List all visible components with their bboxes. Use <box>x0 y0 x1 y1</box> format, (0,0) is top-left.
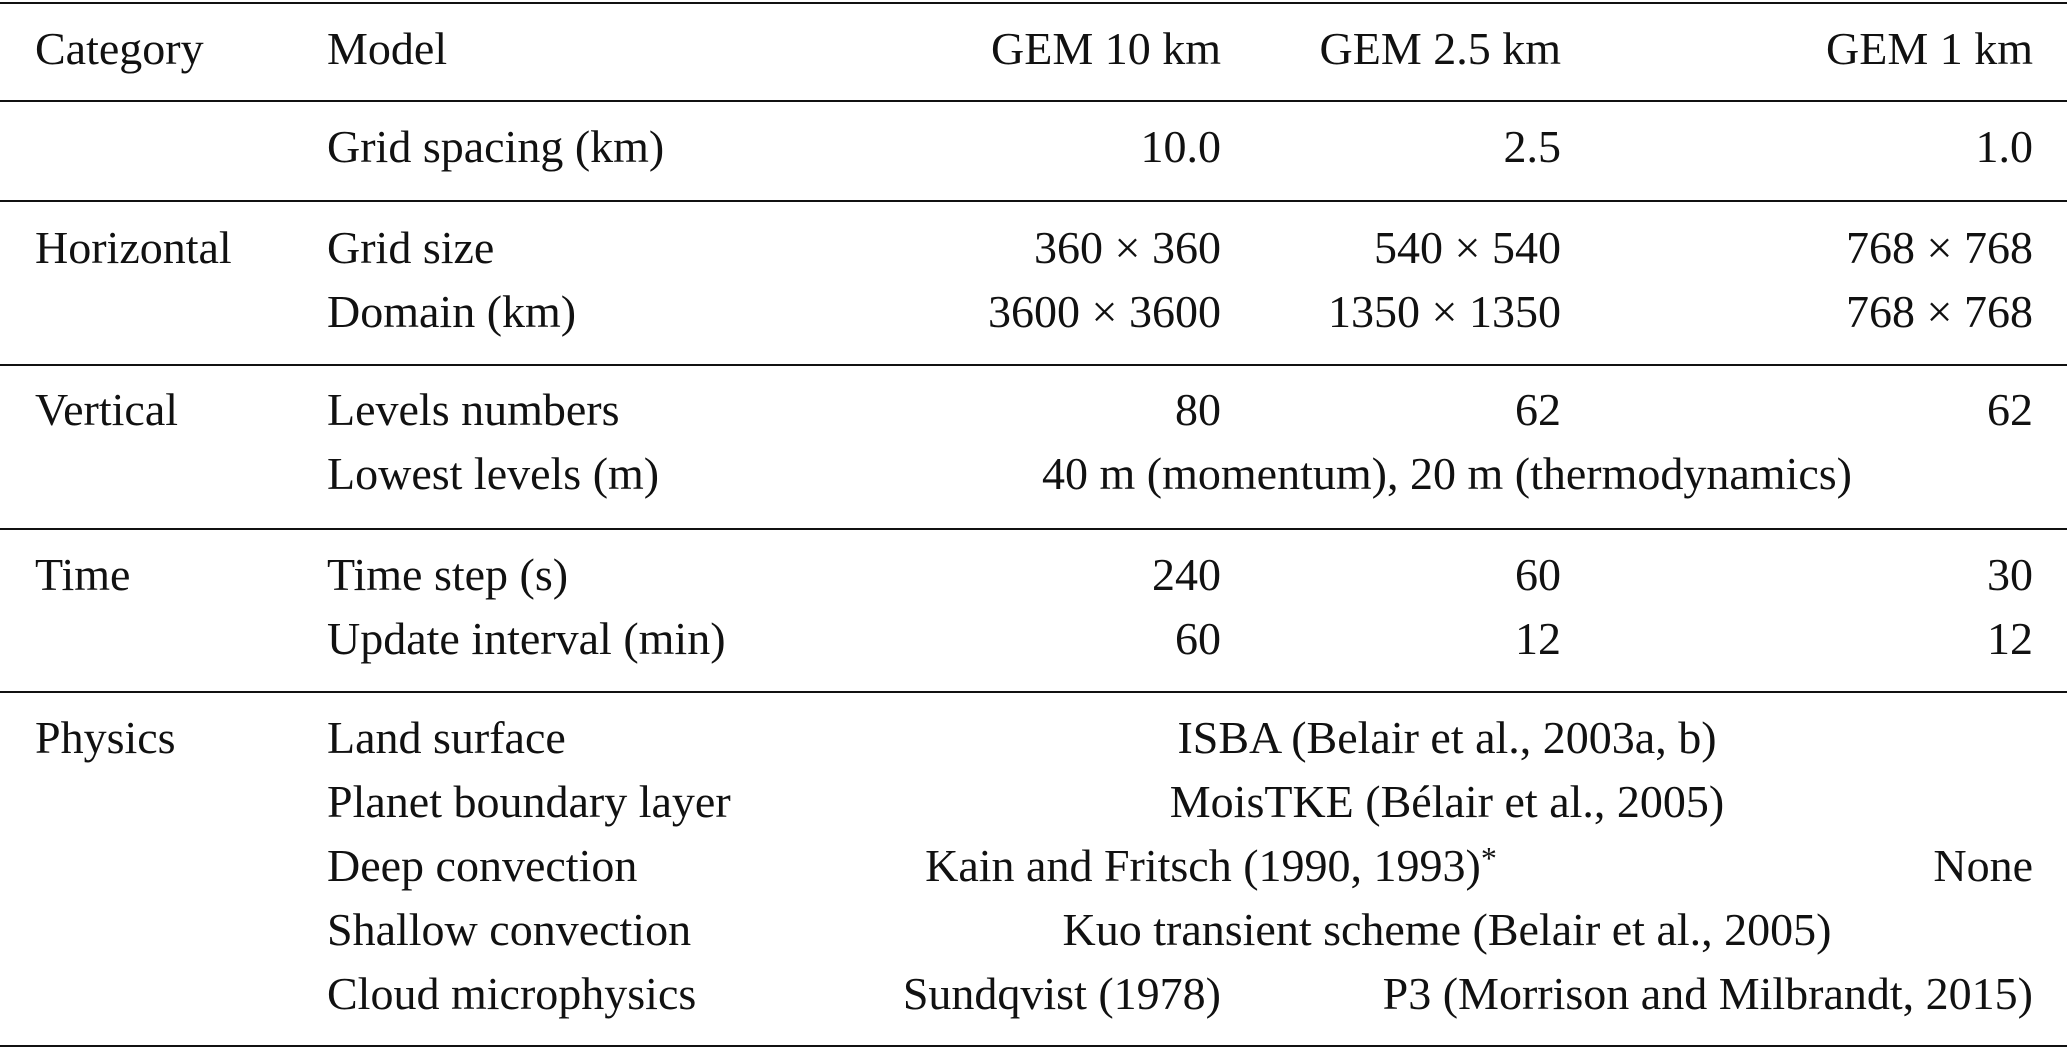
cloud-microphysics-gem10: Sundqvist (1978) <box>902 968 1221 1019</box>
domain-gem1: 768 × 768 <box>1846 286 2033 337</box>
shallow-convection-label: Shallow convection <box>327 904 692 955</box>
land-surface-label: Land surface <box>327 712 566 763</box>
lowest-levels-label: Lowest levels (m) <box>327 448 660 499</box>
domain-gem2-5: 1350 × 1350 <box>1328 286 1561 337</box>
header-rule <box>0 100 2067 102</box>
header-gem-1km: GEM 1 km <box>1826 23 2033 74</box>
header-category: Category <box>35 23 204 74</box>
pbl-value: MoisTKE (Bélair et al., 2005) <box>1169 776 1725 827</box>
update-interval-label: Update interval (min) <box>327 613 726 664</box>
header-gem-2-5km: GEM 2.5 km <box>1319 23 1561 74</box>
grid-spacing-label: Grid spacing (km) <box>327 121 665 172</box>
deep-convection-text: Kain and Fritsch (1990, 1993) <box>925 840 1481 891</box>
deep-convection-label: Deep convection <box>327 840 638 891</box>
grid-size-label: Grid size <box>327 222 495 273</box>
top-rule <box>0 2 2067 4</box>
cloud-microphysics-gem2-5-gem1: P3 (Morrison and Milbrandt, 2015) <box>1382 968 2033 1019</box>
grid-spacing-gem1: 1.0 <box>1975 121 2033 172</box>
deep-convection-value <box>861 840 1561 891</box>
cloud-microphysics-label: Cloud microphysics <box>327 968 697 1019</box>
pbl-label: Planet boundary layer <box>327 776 731 827</box>
grid-size-gem10: 360 × 360 <box>1034 222 1221 273</box>
time-step-gem10: 240 <box>1152 549 1221 600</box>
grid-spacing-gem10: 10.0 <box>1140 121 1221 172</box>
update-interval-gem10: 60 <box>1175 613 1221 664</box>
section-rule-vertical <box>0 364 2067 366</box>
category-horizontal: Horizontal <box>35 222 232 273</box>
levels-gem2-5: 62 <box>1515 384 1561 435</box>
domain-label: Domain (km) <box>327 286 577 337</box>
time-step-label: Time step (s) <box>327 549 569 600</box>
grid-size-gem2-5: 540 × 540 <box>1374 222 1561 273</box>
domain-gem10: 3600 × 3600 <box>988 286 1221 337</box>
category-physics: Physics <box>35 712 176 763</box>
category-time: Time <box>35 549 131 600</box>
time-step-gem2-5: 60 <box>1515 549 1561 600</box>
header-gem-10km: GEM 10 km <box>991 23 1221 74</box>
header-model: Model <box>327 23 448 74</box>
levels-gem10: 80 <box>1175 384 1221 435</box>
time-step-gem1: 30 <box>1987 549 2033 600</box>
levels-gem1: 62 <box>1987 384 2033 435</box>
grid-size-gem1: 768 × 768 <box>1846 222 2033 273</box>
section-rule-time <box>0 528 2067 530</box>
land-surface-value: ISBA (Belair et al., 2003a, b) <box>1177 712 1717 763</box>
update-interval-gem2-5: 12 <box>1515 613 1561 664</box>
levels-label: Levels numbers <box>327 384 620 435</box>
deep-convection-gem1: None <box>1933 840 2033 891</box>
lowest-levels-value: 40 m (momentum), 20 m (thermodynamics) <box>1042 448 1852 499</box>
section-rule-horizontal <box>0 200 2067 202</box>
update-interval-gem1: 12 <box>1987 613 2033 664</box>
footnote-asterisk: * <box>1480 840 1497 876</box>
category-vertical: Vertical <box>35 384 179 435</box>
bottom-rule <box>0 1045 2067 1047</box>
grid-spacing-gem2-5: 2.5 <box>1503 121 1561 172</box>
section-rule-physics <box>0 691 2067 693</box>
shallow-convection-value: Kuo transient scheme (Belair et al., 2005) <box>1062 904 1832 955</box>
